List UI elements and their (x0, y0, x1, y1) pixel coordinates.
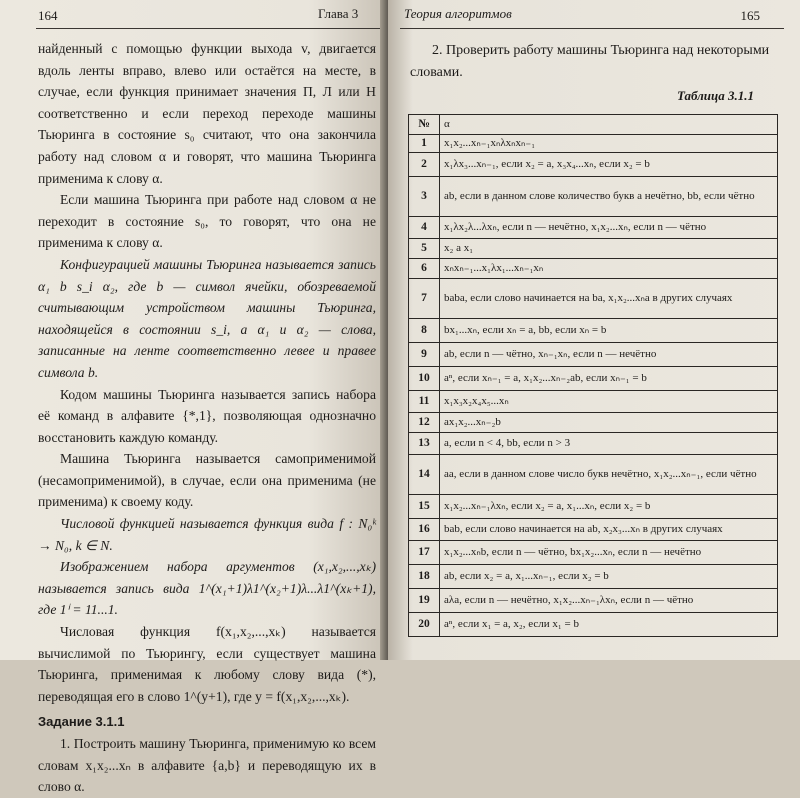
left-header-rule (36, 28, 380, 29)
row-word-spec: ab, если в данном слове количество букв a нечётно, bb, если чётно (440, 177, 778, 217)
row-word-spec: x₁λx₃...xₙ₋₁, если x₂ = a, x₃x₄...xₙ, если x₂ = b (440, 153, 778, 177)
row-word-spec: ax₁x₂...xₙ₋₂b (440, 413, 778, 433)
table-row (409, 135, 778, 153)
row-word-spec: aλa, если n — нечётно, x₁x₂...xₙ₋₁λxₙ, если n — чётно (440, 589, 778, 613)
row-number: 14 (409, 455, 440, 495)
table-row (409, 541, 778, 565)
row-word-spec: x₁x₂...xₙb, если n — чётно, bx₁x₂...xₙ, если n — нечётно (440, 541, 778, 565)
table-row (409, 519, 778, 541)
variants-table (408, 114, 778, 637)
row-word-spec: ab, если x₂ = a, x₁...xₙ₋₁, если x₂ = b (440, 565, 778, 589)
left-running-header: Глава 3 (318, 6, 359, 21)
paragraph: Если машина Тьюринга при работе над словом α не переходит в состояние s₀, то говорят, что она не применима к слову α. (38, 192, 376, 251)
row-word-spec: xₙxₙ₋₁...x₁λx₁...xₙ₋₁xₙ (440, 259, 778, 279)
row-word-spec: a, если n < 4, bb, если n > 3 (440, 433, 778, 455)
row-word-spec: bx₁...xₙ, если xₙ = a, bb, если xₙ = b (440, 319, 778, 343)
table-row (409, 367, 778, 391)
table-row (409, 319, 778, 343)
row-number: 20 (409, 613, 440, 637)
header-cell-alpha: α (440, 115, 778, 135)
table-header-row (409, 115, 778, 135)
right-page (388, 0, 800, 660)
paragraph: Числовой функцией называется функция вида f : N₀ᵏ → N₀, k ∈ N. (38, 516, 376, 553)
table-row (409, 239, 778, 259)
left-page-body (38, 38, 376, 798)
row-word-spec: x₁x₂...xₙ₋₁λxₙ, если x₂ = a, x₁...xₙ, если x₂ = b (440, 495, 778, 519)
row-number: 17 (409, 541, 440, 565)
table-row (409, 495, 778, 519)
table-row (409, 391, 778, 413)
row-word-spec: ab, если n — чётно, xₙ₋₁xₙ, если n — нечётно (440, 343, 778, 367)
row-word-spec: aa, если в данном слове число букв нечётно, x₁x₂...xₙ₋₁, если чётно (440, 455, 778, 495)
row-word-spec: x₁x₂...xₙ₋₁xₙλxₙxₙ₋₁ (440, 135, 778, 153)
row-number: 4 (409, 217, 440, 239)
row-number: 18 (409, 565, 440, 589)
table-row (409, 433, 778, 455)
row-word-spec: baba, если слово начинается на ba, x₁x₂...xₙa в других случаях (440, 279, 778, 319)
table-caption: Таблица 3.1.1 (676, 88, 754, 103)
table-row (409, 589, 778, 613)
row-number: 9 (409, 343, 440, 367)
table-row (409, 613, 778, 637)
task-text: 1. Построить машину Тьюринга, применимую ко всем словам x₁x₂...xₙ в алфавите {a,b} и переводящую их в слово α. (38, 736, 376, 795)
paragraph: Конфигурацией машины Тьюринга называется запись α₁ b s_i α₂, где b — символ ячейки, обозреваемой считывающим устройством машины Тьюринга, находящейся в состоянии s_i, а α₁ и α₂ — слова, записанные на ленте соответственно левее и правее символа b. (38, 256, 376, 380)
paragraph: Кодом машины Тьюринга называется запись набора её команд в алфавите {*,1}, позволяющая однозначно восстановить каждую команду. (38, 386, 376, 445)
row-number: 1 (409, 135, 440, 153)
row-word-spec: x₂ a x₁ (440, 239, 778, 259)
row-word-spec: x₁λx₂λ...λxₙ, если n — нечётно, x₁x₂...xₙ, если n — чётно (440, 217, 778, 239)
table-row (409, 565, 778, 589)
table-row (409, 279, 778, 319)
row-number: 7 (409, 279, 440, 319)
right-header-rule (400, 28, 784, 29)
row-number: 3 (409, 177, 440, 217)
left-page (0, 0, 386, 795)
right-running-header: Теория алгоритмов (404, 6, 512, 21)
row-number: 5 (409, 239, 440, 259)
table-row (409, 217, 778, 239)
right-page-intro (410, 40, 782, 84)
left-page-number: 164 (38, 8, 58, 23)
row-number: 2 (409, 153, 440, 177)
row-number: 19 (409, 589, 440, 613)
row-word-spec: aⁿ, если xₙ₋₁ = a, x₁x₂...xₙ₋₂ab, если xₙ₋₁ = b (440, 367, 778, 391)
paragraph: Числовая функция f(x₁,x₂,...,xₖ) называется вычислимой по Тьюрингу, если существует машина Тьюринга, применимая к любому слову вида (*), переводящая его в слово 1^(y+1), где y = f(x₁,x₂,...,xₖ). (38, 624, 376, 704)
row-word-spec: x₁x₃x₂x₄x₅...xₙ (440, 391, 778, 413)
row-number: 15 (409, 495, 440, 519)
row-number: 16 (409, 519, 440, 541)
header-cell-number: № (409, 115, 440, 135)
paragraph: найденный с помощью функции выхода v, двигается вдоль ленты вправо, влево или остаётся на месте, в случае, если функция принимает значения П, Л или Н соответственно и если переход переходе машины Тьюринга в состояние s₀ считают, что она закончила работу над словом α и говорят, что машина Тьюринга применима к слову α. (38, 41, 376, 186)
row-number: 8 (409, 319, 440, 343)
row-number: 13 (409, 433, 440, 455)
table-row (409, 455, 778, 495)
task-heading: Задание 3.1.1 (38, 714, 125, 730)
row-word-spec: aⁿ, если x₁ = a, x₂, если x₁ = b (440, 613, 778, 637)
row-word-spec: bab, если слово начинается на ab, x₂x₃...xₙ в других случаях (440, 519, 778, 541)
task2-text: 2. Проверить работу машины Тьюринга над некоторыми словами. (410, 43, 770, 80)
table-row (409, 153, 778, 177)
row-number: 11 (409, 391, 440, 413)
paragraph: Машина Тьюринга называется самоприменимой (несамоприменимой), в случае, если она применима (не применима) к своему коду. (38, 451, 376, 510)
row-number: 10 (409, 367, 440, 391)
table-row (409, 413, 778, 433)
row-number: 6 (409, 259, 440, 279)
paragraph: Изображением набора аргументов (x₁,x₂,...,xₖ) называется запись вида 1^(x₁+1)λ1^(x₂+1)λ...λ1^(xₖ+1), где 1ⁱ = 11...1. (38, 559, 376, 618)
table-row (409, 259, 778, 279)
right-page-number: 165 (740, 8, 760, 23)
table-row (409, 177, 778, 217)
row-number: 12 (409, 413, 440, 433)
table-row (409, 343, 778, 367)
